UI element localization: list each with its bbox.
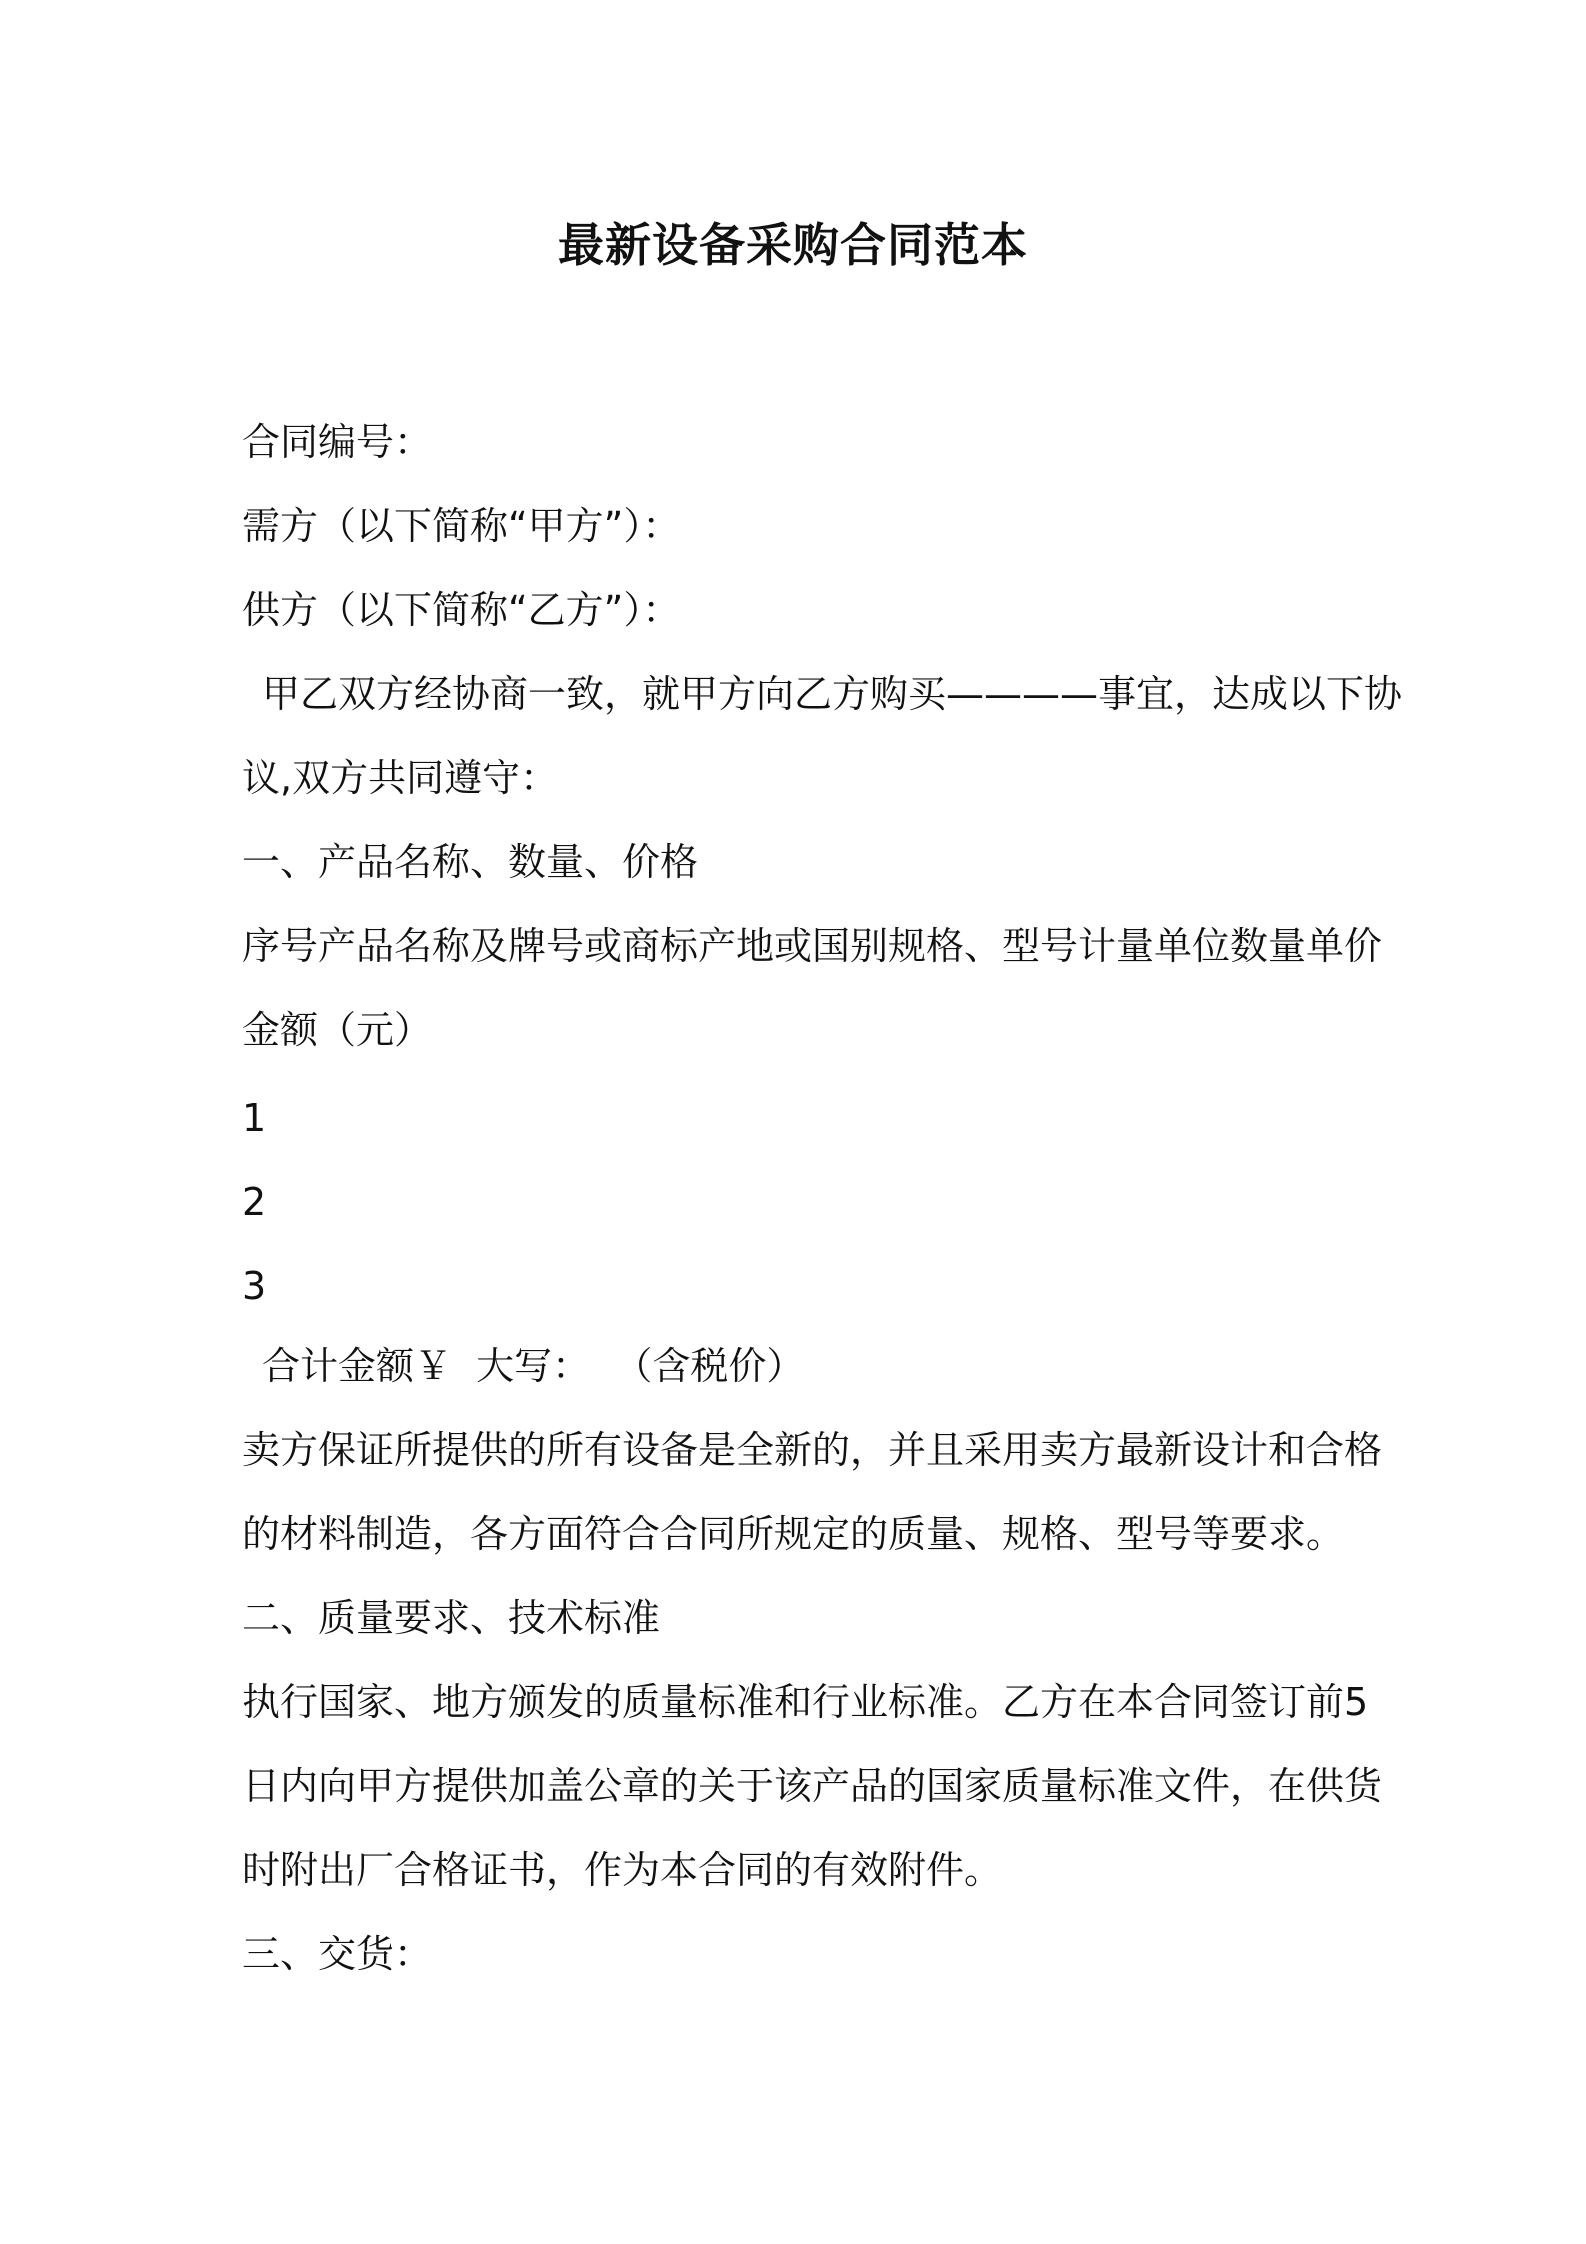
product-row-number: 1 — [242, 1096, 267, 1140]
quality-paragraph-line-1: 执行国家、地方颁发的质量标准和行业标准。乙方在本合同签订前5 — [242, 1680, 1369, 1724]
agreement-paragraph-line-1: 甲乙双方经协商一致，就甲方向乙方购买————事宜，达成以下协 — [262, 672, 1403, 716]
contract-number-label: 合同编号： — [242, 420, 433, 464]
product-table-header-line-2: 金额（元） — [242, 1008, 433, 1052]
seller-guarantee-line-2: 的材料制造，各方面符合合同所规定的质量、规格、型号等要求。 — [242, 1512, 1345, 1556]
total-amount-line: 合计金额￥ 大写： （含税价） — [262, 1344, 805, 1388]
seller-guarantee-line-1: 卖方保证所提供的所有设备是全新的，并且采用卖方最新设计和合格 — [242, 1428, 1383, 1472]
quality-paragraph-line-3: 时附出厂合格证书，作为本合同的有效附件。 — [242, 1848, 1003, 1892]
section-heading-delivery: 三、交货： — [242, 1932, 433, 1976]
section-heading-quality: 二、质量要求、技术标准 — [242, 1596, 661, 1640]
product-row-number: 3 — [242, 1264, 267, 1308]
quality-paragraph-line-2: 日内向甲方提供加盖公章的关于该产品的国家质量标准文件，在供货 — [242, 1764, 1383, 1808]
supplier-party-label: 供方（以下简称“乙方”）： — [242, 588, 681, 632]
document-title: 最新设备采购合同范本 — [558, 218, 1028, 272]
section-heading-product: 一、产品名称、数量、价格 — [242, 840, 699, 884]
agreement-paragraph-line-2: 议,双方共同遵守： — [242, 756, 559, 800]
product-table-header-line-1: 序号产品名称及牌号或商标产地或国别规格、型号计量单位数量单价 — [242, 924, 1383, 968]
buyer-party-label: 需方（以下简称“甲方”）： — [242, 504, 681, 548]
product-row-number: 2 — [242, 1180, 267, 1224]
